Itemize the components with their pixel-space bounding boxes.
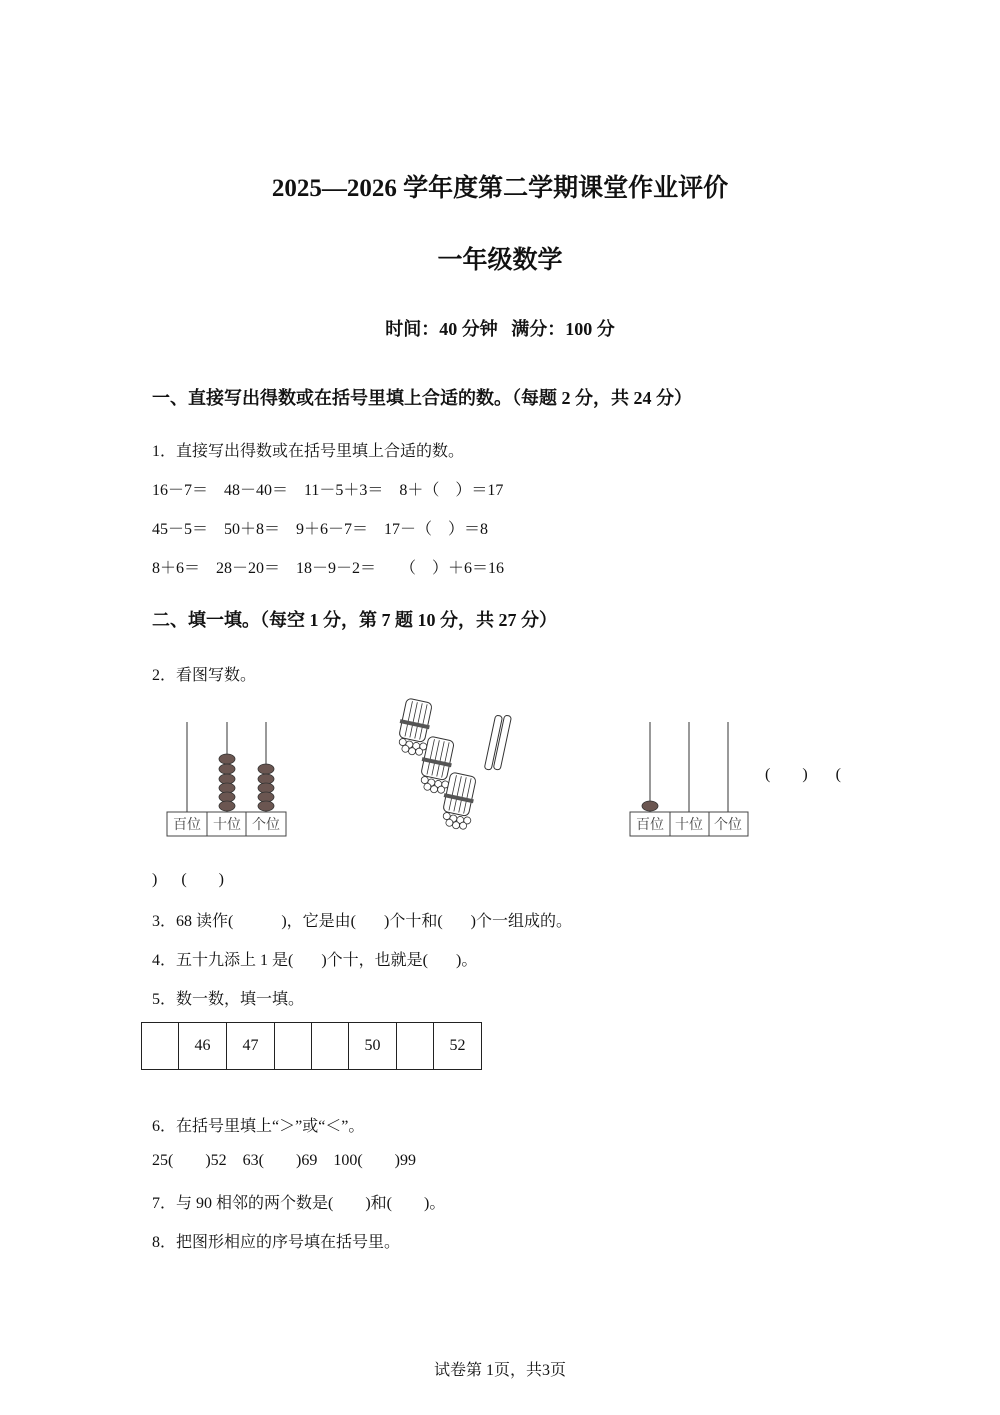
abacus-figure-2	[622, 712, 762, 842]
ones-label-2: 个位	[714, 817, 742, 833]
hundreds-label: 百位	[173, 817, 201, 833]
number-cell: 46	[179, 1023, 227, 1070]
arithmetic-row-2: 45－5＝ 50＋8＝ 9＋6－7＝ 17－（ ）＝8	[152, 521, 489, 538]
question-6-comparisons: 25( )52 63( )69 100( )99	[152, 1152, 416, 1169]
hundreds-label-2: 百位	[636, 817, 664, 833]
stick-bundle-3	[438, 772, 480, 832]
number-cell	[397, 1023, 434, 1070]
counting-sticks-figure	[395, 690, 525, 840]
question-5: 5．数一数，填一填。	[152, 991, 305, 1008]
number-cell: 50	[349, 1023, 397, 1070]
number-cell	[275, 1023, 312, 1070]
number-cell: 52	[434, 1023, 482, 1070]
question-1-title: 1．直接写出得数或在括号里填上合适的数。	[152, 443, 465, 460]
question-3: 3．68 读作( )，它是由( )个十和( )个一组成的。	[152, 913, 572, 930]
single-sticks	[484, 715, 511, 770]
number-cell	[312, 1023, 349, 1070]
question-2-title: 2．看图写数。	[152, 667, 257, 684]
arithmetic-row-3: 8＋6＝ 28－20＝ 18－9－2＝ （ ）＋6＝16	[152, 560, 505, 577]
answer-blanks-right: ( ) (	[765, 766, 841, 783]
section-one-heading: 一、直接写出得数或在括号里填上合适的数。（每题 2 分，共 24 分）	[152, 388, 692, 408]
hundreds-beads	[642, 801, 658, 811]
question-6: 6．在括号里填上“＞”或“＜”。	[152, 1118, 365, 1135]
subject-title: 一年级数学	[437, 247, 563, 274]
arithmetic-row-1: 16－7＝ 48－40＝ 11－5＋3＝ 8＋（ ）＝17	[152, 482, 504, 499]
ones-label: 个位	[252, 817, 280, 833]
number-sequence-table	[141, 1022, 482, 1070]
ones-beads	[258, 764, 274, 811]
question-4: 4．五十九添上 1 是( )个十，也就是( )。	[152, 952, 478, 969]
question-8: 8．把图形相应的序号填在括号里。	[152, 1234, 401, 1251]
tens-beads	[219, 754, 235, 811]
answer-blanks-left: ) ( )	[152, 871, 224, 888]
number-cell	[142, 1023, 179, 1070]
question-7: 7．与 90 相邻的两个数是( )和( )。	[152, 1195, 446, 1212]
section-two-heading: 二、填一填。（每空 1 分，第 7 题 10 分，共 27 分）	[152, 610, 557, 630]
abacus-figure-1	[160, 712, 300, 842]
tens-label: 十位	[213, 817, 241, 833]
number-cell: 47	[227, 1023, 275, 1070]
time-and-score-info: 时间：40 分钟 满分：100 分	[385, 319, 615, 339]
exam-title: 2025—2026 学年度第二学期课堂作业评价	[271, 175, 729, 202]
tens-label-2: 十位	[675, 817, 703, 833]
page-footer: 试卷第 1页，共3页	[433, 1362, 566, 1379]
